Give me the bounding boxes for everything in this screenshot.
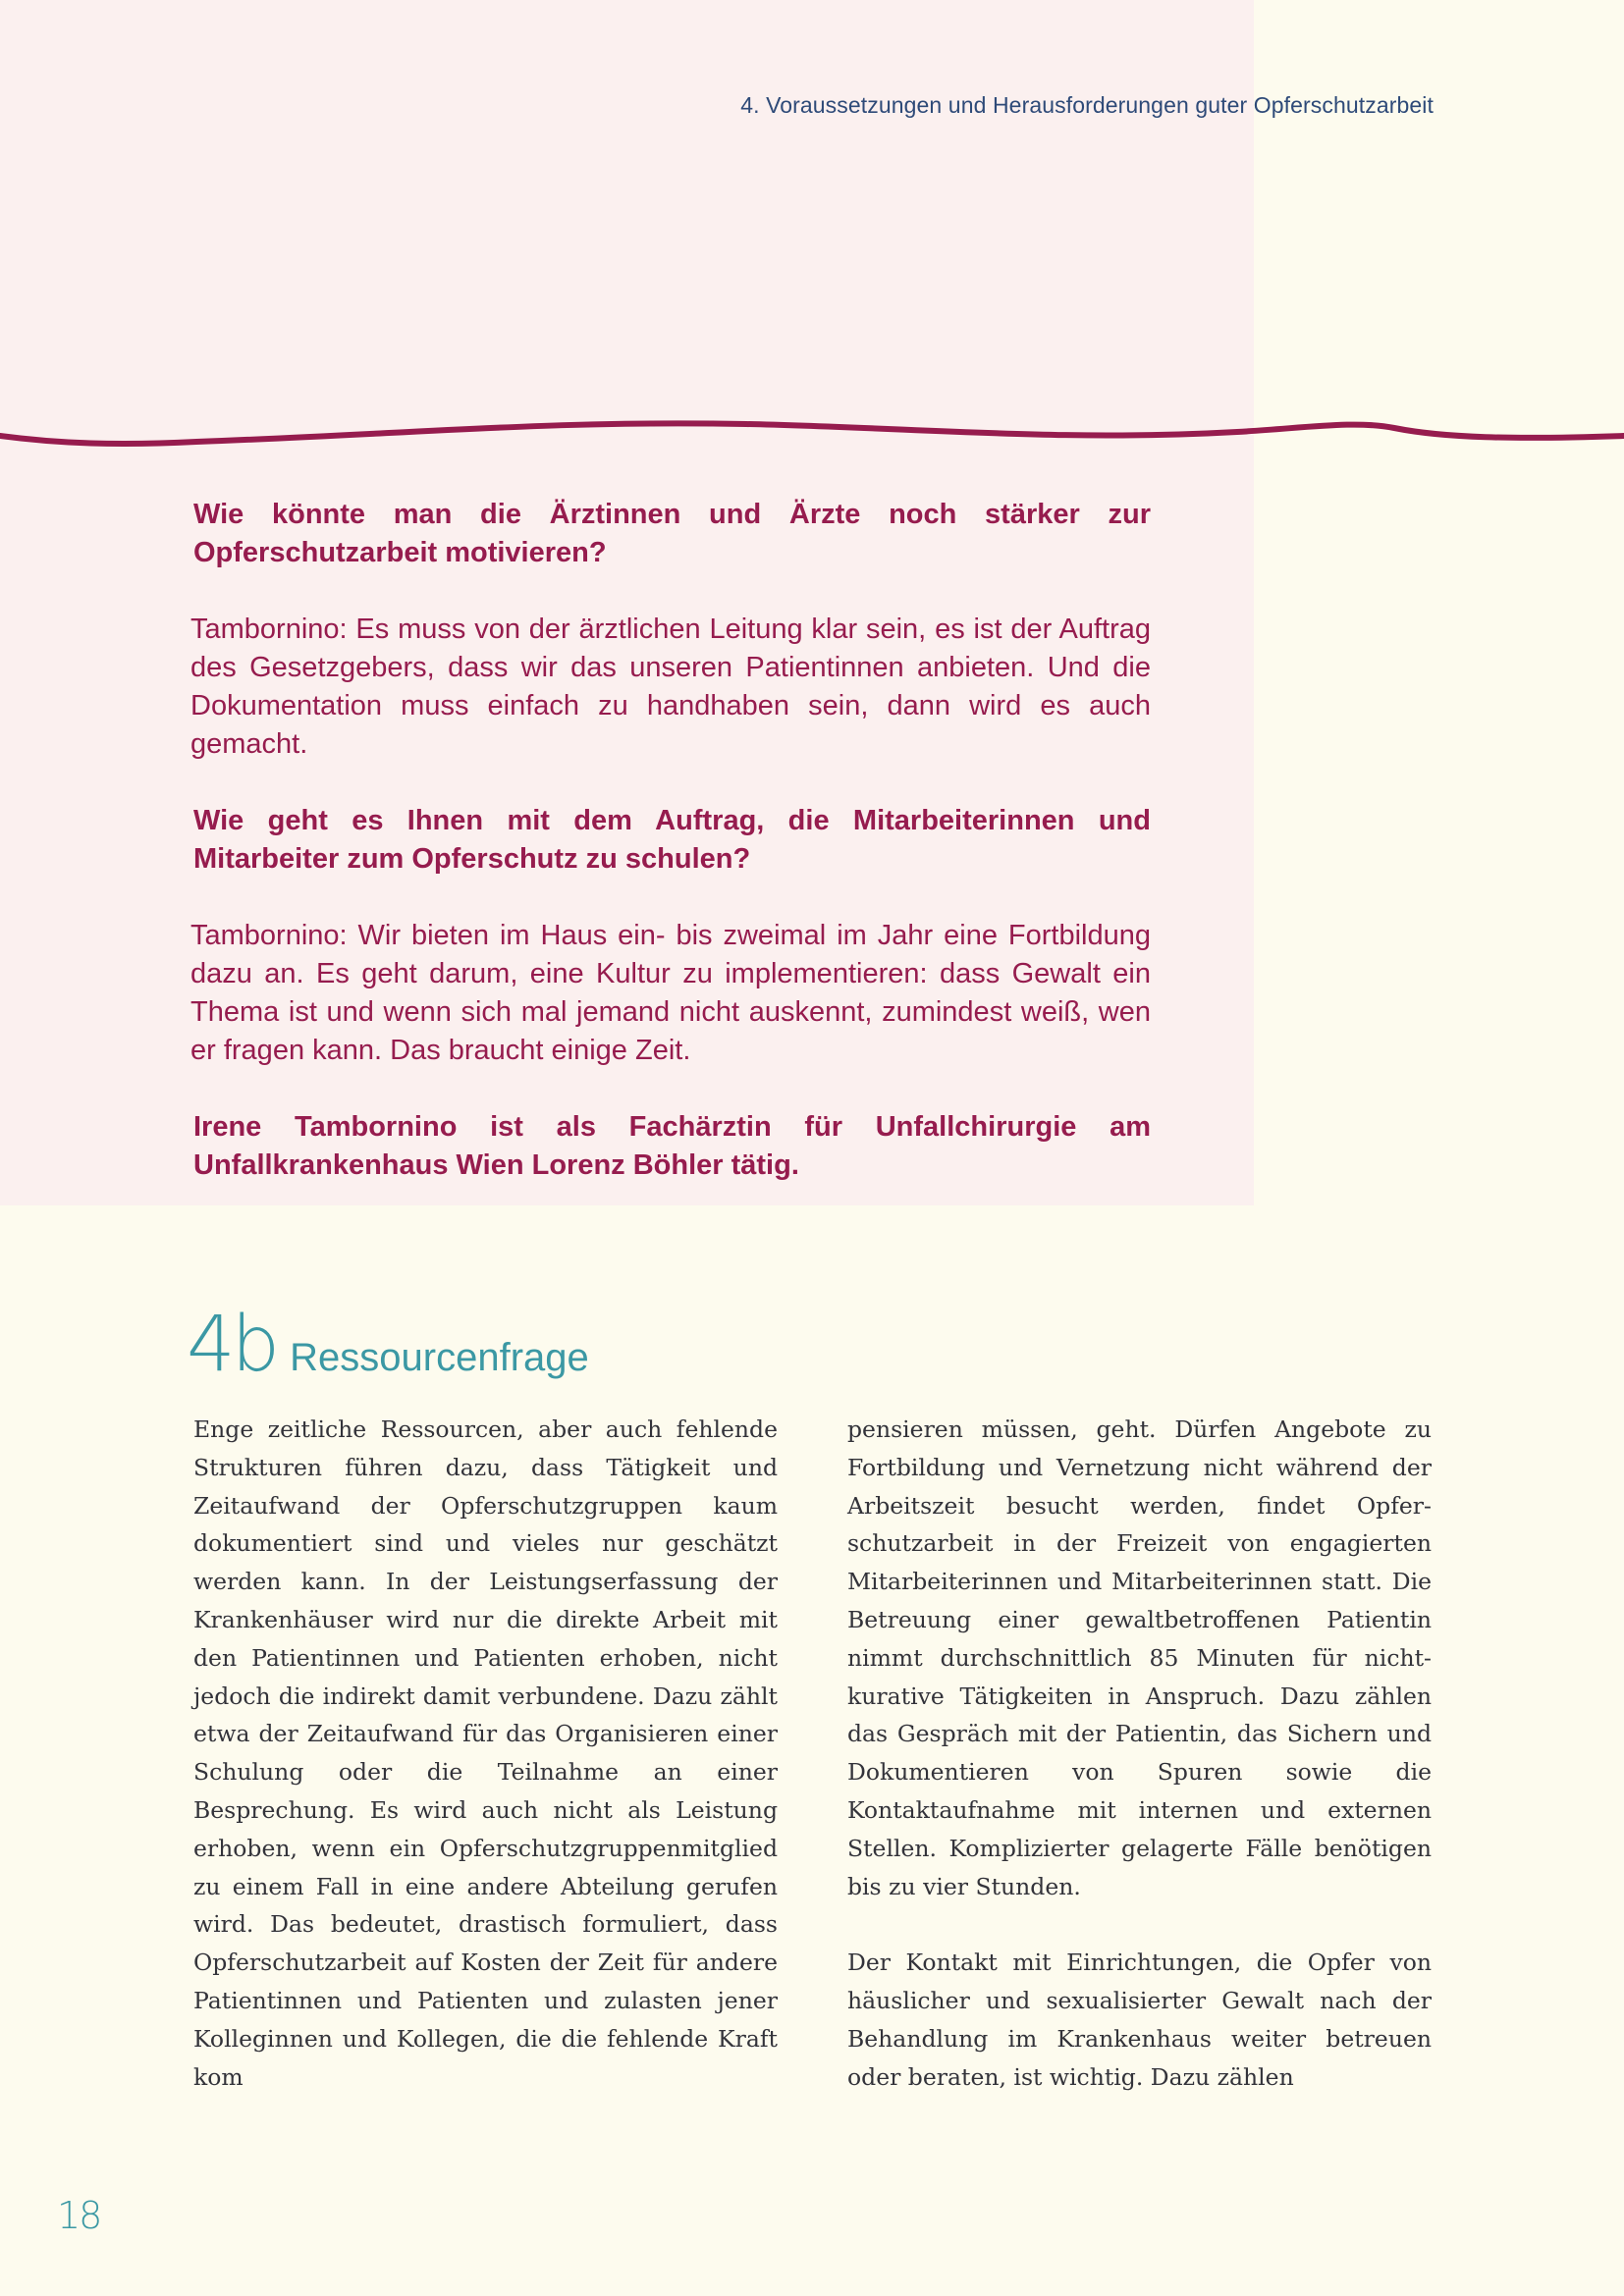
interview-question: Wie geht es Ihnen mit dem Auftrag, die Mitarbeiterinnen und Mitarbeiter zum Opferschutz zu schulen? bbox=[193, 805, 1151, 875]
body-paragraph: pensieren müssen, geht. Dürfen Angebote zu Fortbildung und Vernetzung nicht während der Arbeitszeit besucht werden, findet Opferschutzarbeit in der Freizeit von engagierten Mitarbeiterinnen und Mitarbeiterinnen statt. Die Betreuung einer gewaltbetroffenen Patientin nimmt durchschnittlich 85 Minuten für nicht-kurative Tätigkeiten in Anspruch. Dazu zählen das Gespräch mit der Patientin, das Sichern und Dokumentieren von Spuren sowie die Kontaktaufnahme mit internen und externen Stellen. Komplizierter gelagerte Fälle benötigen bis zu vier Stunden. bbox=[847, 1415, 1432, 1900]
wave-divider bbox=[0, 402, 1624, 471]
body-paragraph: Enge zeitliche Ressourcen, aber auch fehlende Strukturen führen dazu, dass Tätigkeit und Zeitaufwand der Opferschutzgruppen kaum dokumentiert sind und vieles nur geschätzt werden kann. In der Leistungserfassung der Krankenhäuser wird nur die direkte Arbeit mit den Patientinnen und Patienten erhoben, nicht jedoch die indirekt damit verbundene. Dazu zählt etwa der Zeitaufwand für das Organisieren einer Schulung oder die Teilnahme an einer Besprechung. Es wird auch nicht als Leistung erhoben, wenn ein Opferschutzgruppenmitglied zu einem Fall in eine andere Abteilung gerufen wird. Das bedeutet, drastisch formuliert, dass Opferschutzarbeit auf Kosten der Zeit für andere Patientinnen und Patienten und zulasten jener Kolleginnen und Kollegen, die die fehlende Kraft kom bbox=[193, 1415, 778, 2091]
page-number: 18 bbox=[57, 2194, 101, 2237]
interview-answer: Tambornino: Es muss von der ärztlichen Leitung klar sein, es ist der Auftrag des Gesetzgebers, dass wir das unseren Patientinnen anbieten. Und die Dokumentation muss einfach zu handhaben sein, dann wird es auch gemacht. bbox=[190, 614, 1151, 760]
body-paragraph: Der Kontakt mit Einrichtungen, die Opfer von häuslicher und sexualisierter Gewalt nach der Behandlung im Krankenhaus weiter betreuen oder beraten, ist wichtig. Dazu zählen bbox=[847, 1949, 1432, 2091]
section-heading bbox=[187, 1301, 589, 1389]
interview-answer: Tambornino: Wir bieten im Haus ein- bis zweimal im Jahr eine Fortbildung dazu an. Es geht darum, eine Kultur zu implementieren: dass Gewalt ein Thema ist und wenn sich mal jemand nicht auskennt, zumindest weiß, wen er fragen kann. Das braucht einige Zeit. bbox=[190, 920, 1151, 1066]
section-title: Ressourcenfrage bbox=[290, 1336, 589, 1379]
interview-question: Wie könnte man die Ärztinnen und Ärzte noch stärker zur Opferschutzarbeit motivieren? bbox=[193, 499, 1151, 568]
running-head: 4. Voraussetzungen und Herausforderungen guter Opferschutzarbeit bbox=[740, 92, 1434, 118]
interview-block bbox=[190, 496, 1151, 1223]
body-column-left bbox=[193, 1411, 778, 2134]
interviewee-bio: Irene Tambornino ist als Fachärztin für Unfallchirurgie am Unfallkrankenhaus Wien Lorenz Böhler tätig. bbox=[193, 1111, 1151, 1181]
section-number: 4b bbox=[187, 1301, 277, 1389]
body-column-right bbox=[847, 1411, 1432, 2134]
